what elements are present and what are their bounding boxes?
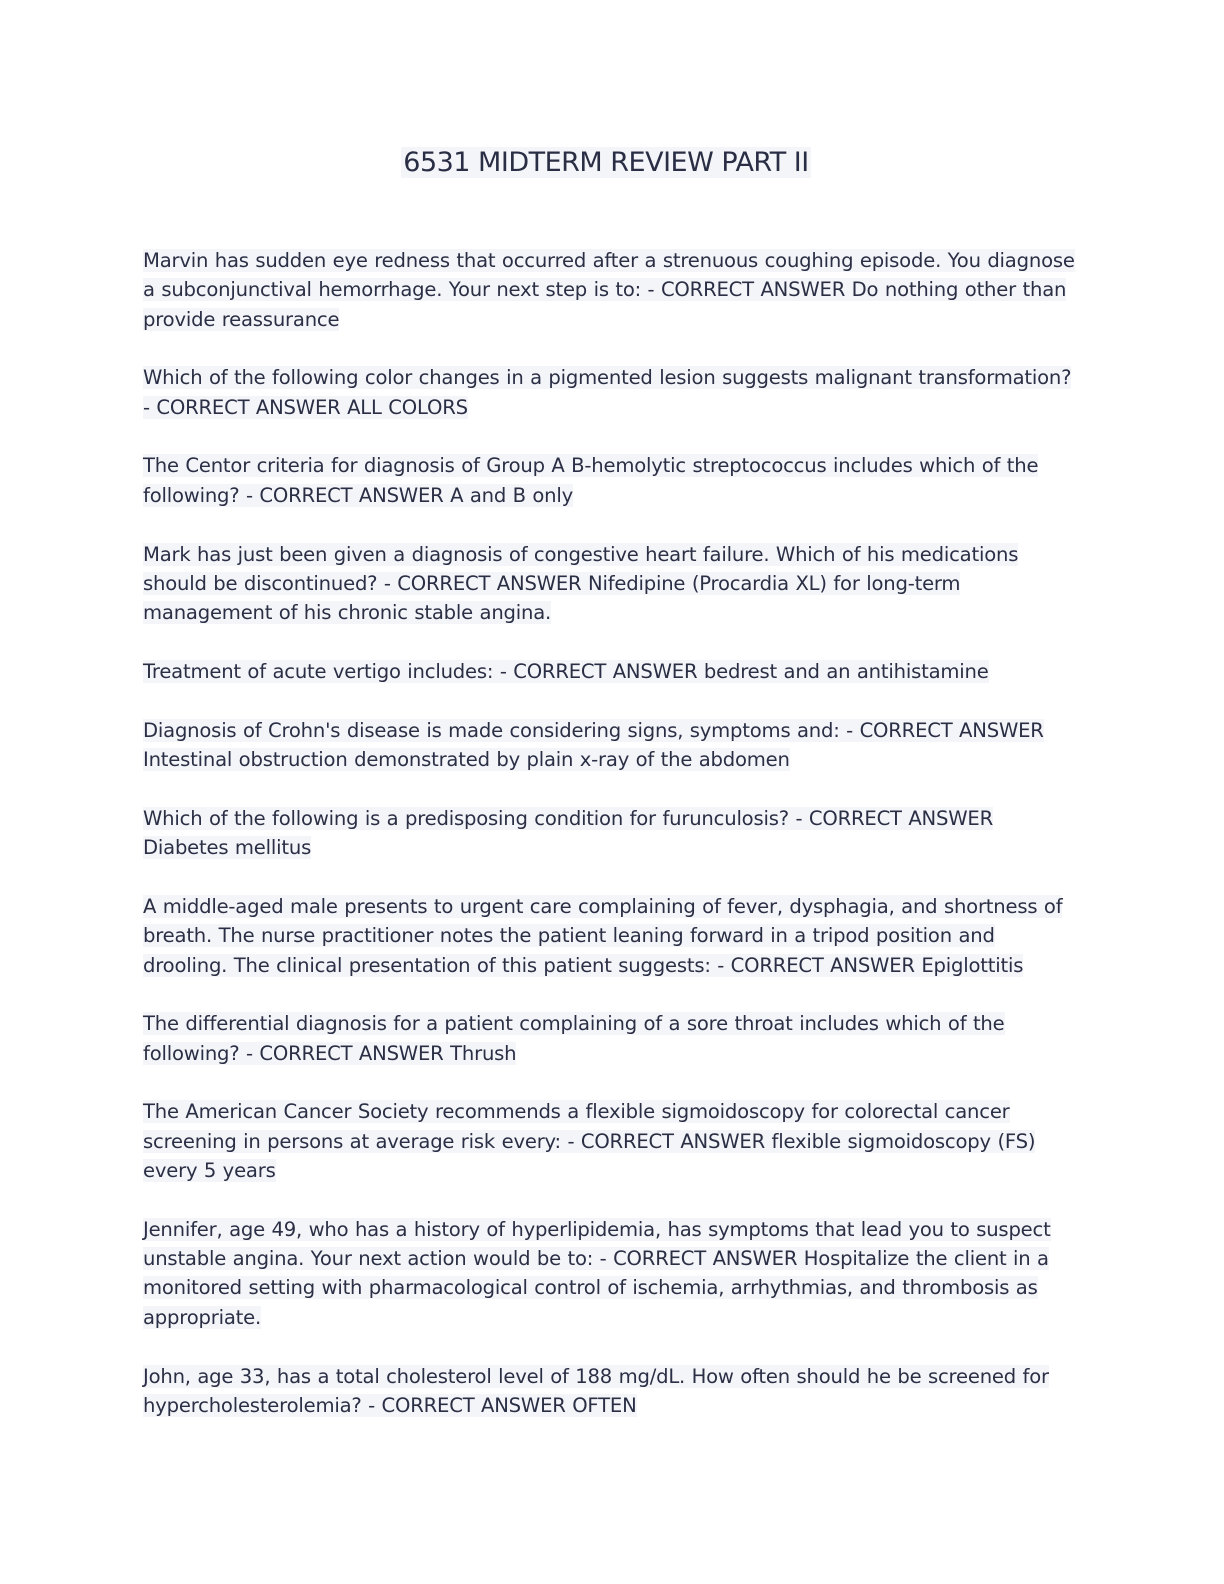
qa-text: Treatment of acute vertigo includes: - CORRECT ANSWER bedrest and an antihistamine (143, 659, 989, 683)
document-title: 6531 MIDTERM REVIEW PART II (403, 147, 809, 178)
qa-list (143, 246, 1083, 1420)
title-container (143, 142, 1069, 184)
qa-text: The differential diagnosis for a patient complaining of a sore throat includes which of the following? - CORRECT ANSWER Thrush (143, 1012, 1005, 1065)
qa-text: Which of the following color changes in a pigmented lesion suggests malignant transformation? - CORRECT ANSWER ALL COLORS (143, 366, 1072, 419)
qa-item (143, 246, 1083, 334)
qa-item (143, 540, 1083, 628)
qa-text: The American Cancer Society recommends a flexible sigmoidoscopy for colorectal cancer screening in persons at average risk every: - CORRECT ANSWER flexible sigmoidoscopy (FS) every 5 years (143, 1100, 1036, 1183)
qa-item (143, 1009, 1083, 1068)
qa-text: Diagnosis of Crohn's disease is made considering signs, symptoms and: - CORRECT ANSWER Intestinal obstruction demonstrated by plain x-ray of the abdomen (143, 718, 1044, 772)
document-page (143, 142, 1083, 1450)
qa-item (143, 363, 1083, 422)
qa-text: Mark has just been given a diagnosis of congestive heart failure. Which of his medications should be discontinued? - CORRECT ANSWER Nifedipine (Procardia XL) for long-term management of his chronic stable angina. (143, 542, 1019, 625)
qa-item (143, 716, 1083, 775)
qa-item (143, 657, 1083, 686)
qa-item (143, 892, 1083, 980)
qa-text: A middle-aged male presents to urgent care complaining of fever, dysphagia, and shortness of breath. The nurse practitioner notes the patient leaning forward in a tripod position and drooling. The clinical presentation of this patient suggests: - CORRECT ANSWER Epiglottitis (143, 894, 1063, 977)
qa-text: John, age 33, has a total cholesterol level of 188 mg/dL. How often should he be screened for hypercholesterolemia? - CORRECT ANSWER OFTEN (143, 1364, 1049, 1417)
qa-item (143, 451, 1083, 510)
qa-item (143, 1362, 1083, 1421)
qa-item (143, 804, 1083, 863)
qa-text: The Centor criteria for diagnosis of Group A B-hemolytic streptococcus includes which of the following? - CORRECT ANSWER A and B only (143, 454, 1039, 507)
qa-text: Jennifer, age 49, who has a history of hyperlipidemia, has symptoms that lead you to suspect unstable angina. Your next action would be to: - CORRECT ANSWER Hospitalize the client in a monitored setting with pharmacological control of ischemia, arrhythmias, and thrombosis as appropriate. (143, 1217, 1051, 1329)
qa-item (143, 1215, 1083, 1332)
qa-text: Marvin has sudden eye redness that occurred after a strenuous coughing episode. You diagnose a subconjunctival hemorrhage. Your next step is to: - CORRECT ANSWER Do nothing other than provide reassurance (143, 249, 1075, 331)
qa-text: Which of the following is a predisposing condition for furunculosis? - CORRECT ANSWER Diabetes mellitus (143, 806, 994, 860)
qa-item (143, 1097, 1083, 1185)
